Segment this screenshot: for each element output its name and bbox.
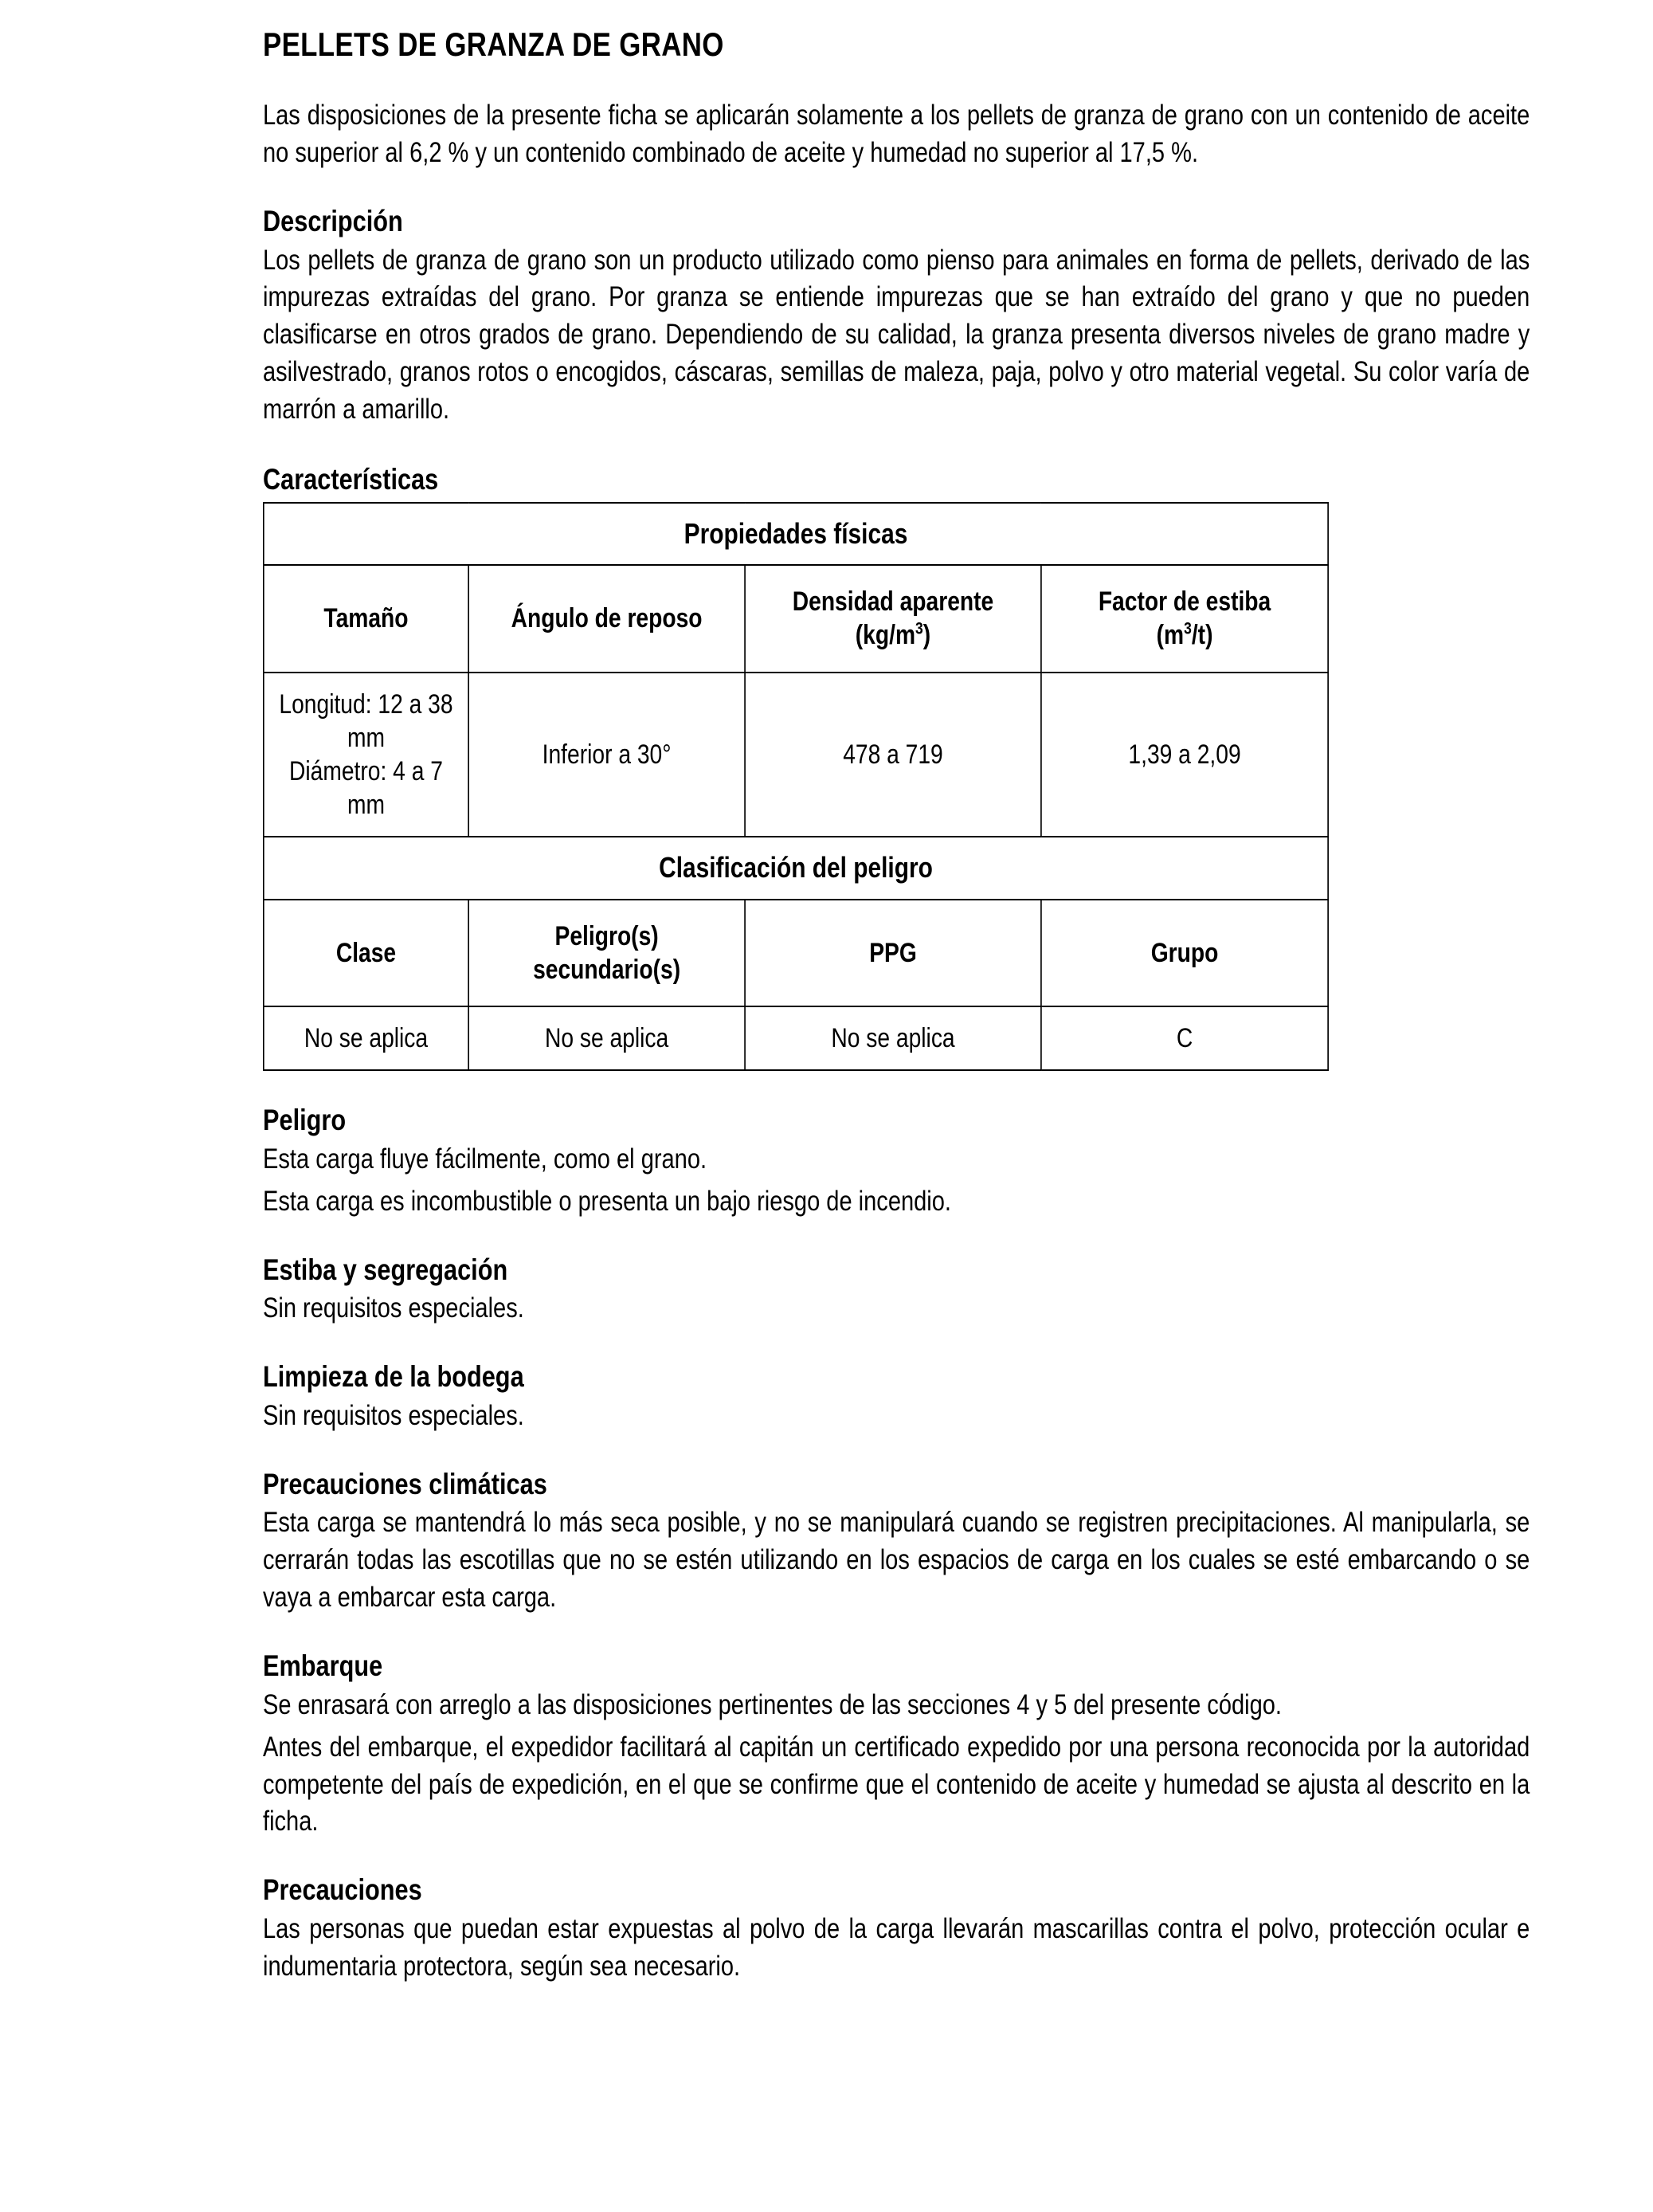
heading-caracteristicas: Características [263, 462, 439, 496]
header-bulk-density [745, 565, 1041, 672]
header-size: Tamaño [264, 565, 468, 672]
paragraph-peligro-line2: Esta carga es incombustible o presenta un bajo riesgo de incendio. [263, 1185, 951, 1217]
paragraph-peligro-line1: Esta carga fluye fácilmente, como el grano. [263, 1143, 707, 1175]
section-limpieza-bodega [263, 1359, 1530, 1435]
paragraph-descripcion: Los pellets de granza de grano son un producto utilizado como pienso para animales en forma de pellets, derivado de las impurezas extraídas del grano. Por granza se entiende impurezas que se han extraído del grano y que no pueden clasificarse en otros grados de grano. Dependiendo de su calidad, la granza presenta diversos niveles de grano madre y asilvestrado, granos rotos o encogidos, cáscaras, semillas de maleza, paja, polvo y otro material vegetal. Su color varía de marrón a amarillo. [263, 244, 1530, 426]
header-bulk-density-line1: Densidad aparente [792, 586, 994, 618]
stowage-unit-pre: (m [1156, 620, 1185, 651]
header-stowage-factor-line2 [1047, 618, 1322, 652]
section-descripcion [263, 204, 1530, 429]
value-group: C [1041, 1006, 1328, 1070]
table-row-hazard-values [264, 1006, 1328, 1070]
header-subsidiary-line1: Peligro(s) [554, 920, 659, 951]
section-precauciones-climaticas [263, 1467, 1530, 1617]
band-physical-properties: Propiedades físicas [264, 503, 1328, 566]
table-row-physical-headers [264, 565, 1328, 672]
section-embarque [263, 1649, 1530, 1841]
header-group: Grupo [1041, 900, 1328, 1006]
heading-embarque: Embarque [263, 1649, 383, 1683]
heading-limpieza-bodega: Limpieza de la bodega [263, 1360, 524, 1394]
value-angle-of-repose: Inferior a 30° [468, 673, 745, 837]
page-content [263, 27, 1530, 1986]
value-size [264, 673, 468, 837]
value-stowage-factor: 1,39 a 2,09 [1041, 673, 1328, 837]
heading-peligro: Peligro [263, 1104, 347, 1137]
heading-descripcion: Descripción [263, 204, 403, 237]
value-ppg: No se aplica [745, 1006, 1041, 1070]
stowage-unit-superscript: 3 [1184, 620, 1192, 639]
paragraph-embarque-1: Se enrasará con arreglo a las disposiciones pertinentes de las secciones 4 y 5 del presente código. [263, 1688, 1282, 1720]
header-stowage-factor [1041, 565, 1328, 672]
section-peligro [263, 1103, 1530, 1220]
page-title: PELLETS DE GRANZA DE GRANO [263, 25, 724, 63]
header-subsidiary-hazards [468, 900, 745, 1006]
paragraph-limpieza-bodega: Sin requisitos especiales. [263, 1399, 524, 1431]
table-row-physical-band [264, 503, 1328, 566]
paragraph-estiba-segregacion: Sin requisitos especiales. [263, 1292, 524, 1324]
value-class: No se aplica [264, 1006, 468, 1070]
section-precauciones [263, 1873, 1530, 1985]
table-row-physical-values [264, 673, 1328, 837]
value-size-diameter: Diámetro: 4 a 7 mm [289, 755, 443, 821]
band-hazard-classification: Clasificación del peligro [264, 837, 1328, 900]
header-class: Clase [264, 900, 468, 1006]
header-angle-of-repose: Ángulo de reposo [468, 565, 745, 672]
value-bulk-density: 478 a 719 [745, 673, 1041, 837]
header-subsidiary-line2: secundario(s) [533, 954, 681, 985]
density-unit-pre: (kg/m [855, 620, 916, 651]
heading-estiba-segregacion: Estiba y segregación [263, 1253, 508, 1286]
table-row-hazard-band [264, 837, 1328, 900]
heading-precauciones-climaticas: Precauciones climáticas [263, 1467, 547, 1500]
section-estiba-segregacion [263, 1253, 1530, 1328]
stowage-unit-post: /t) [1191, 620, 1213, 651]
paragraph-embarque-2: Antes del embarque, el expedidor facilitará al capitán un certificado expedido por una persona reconocida por la autoridad competente del país de expedición, en el que se confirme que el contenido de aceite y humedad se ajusta al descrito en la ficha. [263, 1731, 1530, 1837]
section-caracteristicas [263, 462, 1530, 497]
paragraph-precauciones: Las personas que puedan estar expuestas al polvo de la carga llevarán mascarillas contra el polvo, protección ocular e indumentaria protectora, según sea necesario. [263, 1913, 1530, 1982]
density-unit-superscript: 3 [915, 620, 923, 639]
intro-paragraph: Las disposiciones de la presente ficha se aplicarán solamente a los pellets de granza de grano con un contenido de aceite no superior al 6,2 % y un contenido combinado de aceite y humedad no superior al 17,5 %. [263, 100, 1530, 168]
value-subsidiary-hazards: No se aplica [468, 1006, 745, 1070]
header-stowage-factor-line1: Factor de estiba [1098, 586, 1271, 618]
paragraph-precauciones-climaticas: Esta carga se mantendrá lo más seca posible, y no se manipulará cuando se registren precipitaciones. Al manipularla, se cerrarán todas las escotillas que no se estén utilizando en los espacios de carga en los cuales se esté embarcando o se vaya a embarcar esta carga. [263, 1507, 1530, 1614]
value-size-length: Longitud: 12 a 38 mm [279, 688, 453, 753]
density-unit-post: ) [922, 620, 931, 651]
header-ppg: PPG [745, 900, 1041, 1006]
table-row-hazard-headers [264, 900, 1328, 1006]
heading-precauciones: Precauciones [263, 1873, 422, 1907]
properties-table [263, 502, 1329, 1072]
header-bulk-density-line2 [751, 618, 1036, 652]
